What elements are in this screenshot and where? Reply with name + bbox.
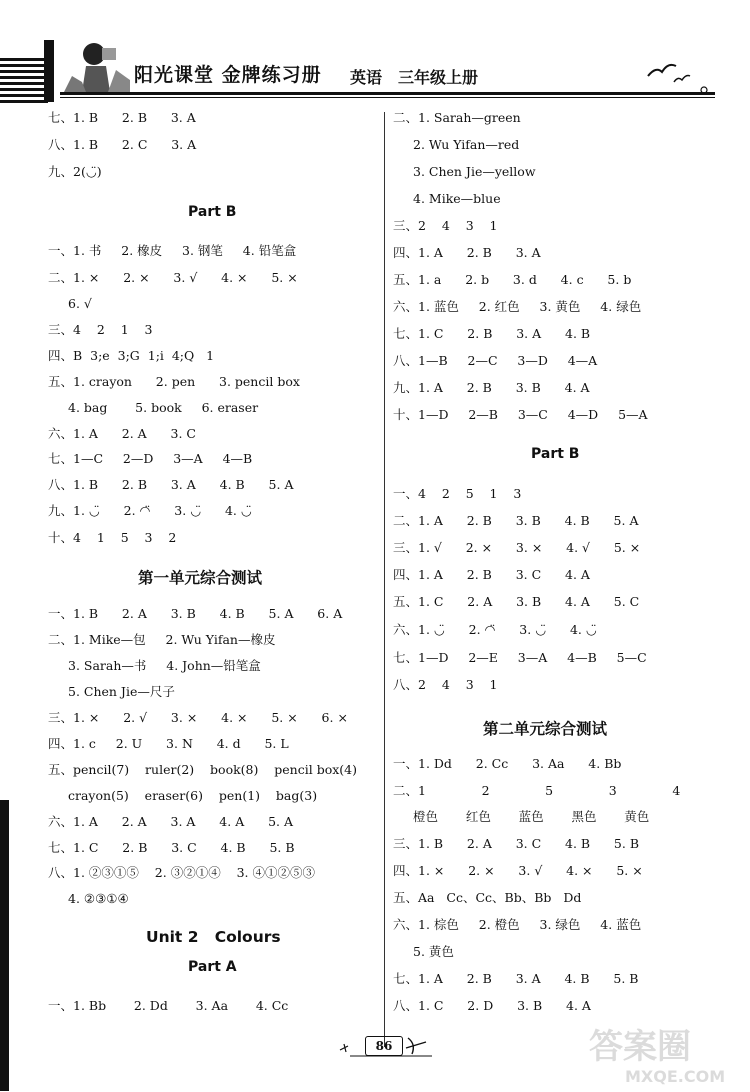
answer-line: 四、1. A 2. B 3. C 4. A: [393, 567, 590, 582]
answer-line: 七、1—D 2—E 3—A 4—B 5—C: [393, 650, 647, 665]
answer-line: 九、1. ◡̈ 2. ◠̈ 3. ◡̈ 4. ◡̈: [48, 503, 252, 518]
watermark-logo-icon: [585, 1022, 745, 1088]
subject-label: 英语: [350, 68, 383, 87]
answer-line: 十、1—D 2—B 3—C 4—D 5—A: [393, 407, 648, 422]
answer-line: 3. Sarah—书 4. John—铅笔盒: [68, 658, 261, 673]
section-heading: 第二单元综合测试: [483, 720, 608, 738]
answer-line: 二、1 2 5 3 4: [393, 783, 681, 798]
answer-line: 六、1. ◡̈ 2. ◠̈ 3. ◡̈ 4. ◡̈: [393, 622, 597, 637]
page-number: 86: [365, 1036, 403, 1056]
answer-line: 八、1. B 2. B 3. A 4. B 5. A: [48, 477, 294, 492]
answer-line: 五、pencil(7) ruler(2) book(8) pencil box(4): [48, 762, 357, 777]
answer-line: 十、4 1 5 3 2: [48, 530, 177, 545]
answer-line: 八、1—B 2—C 3—D 4—A: [393, 353, 598, 368]
answer-line: 九、1. A 2. B 3. B 4. A: [393, 380, 590, 395]
header-rule-thin: [60, 97, 715, 98]
answer-line: 2. Wu Yifan—red: [413, 137, 520, 152]
answer-line: 六、1. A 2. A 3. A 4. A 5. A: [48, 814, 293, 829]
section-heading: Unit 2 Colours: [146, 928, 281, 946]
answer-line: 六、1. 蓝色 2. 红色 3. 黄色 4. 绿色: [393, 299, 642, 314]
answer-line: 二、1. Sarah—green: [393, 110, 521, 125]
answer-line: 五、1. a 2. b 3. d 4. c 5. b: [393, 272, 632, 287]
answer-line: 七、1. B 2. B 3. A: [48, 110, 196, 125]
answer-line: 三、4 2 1 3: [48, 322, 153, 337]
answer-line: 三、1. × 2. √ 3. × 4. × 5. × 6. ×: [48, 710, 348, 725]
answer-line: 4. ②③①④: [68, 891, 129, 906]
answer-line: 四、1. c 2. U 3. N 4. d 5. L: [48, 736, 289, 751]
series-title: 阳光课堂 金牌练习册: [134, 64, 322, 86]
answer-line: 5. Chen Jie—尺子: [68, 684, 175, 699]
answer-line: 橙色 红色 蓝色 黑色 黄色: [413, 809, 650, 824]
section-heading: Part B: [188, 204, 237, 220]
answer-line: 6. √: [68, 296, 92, 311]
answer-line: 5. 黄色: [413, 944, 454, 959]
grade-label: 三年级上册: [398, 68, 479, 87]
section-heading: Part B: [531, 446, 580, 462]
answer-line: 六、1. 棕色 2. 橙色 3. 绿色 4. 蓝色: [393, 917, 642, 932]
answer-line: 六、1. A 2. A 3. C: [48, 426, 196, 441]
answer-line: 八、2 4 3 1: [393, 677, 498, 692]
answer-line: 一、4 2 5 1 3: [393, 486, 522, 501]
answer-line: 4. bag 5. book 6. eraser: [68, 400, 259, 415]
answer-line: 四、B 3;e 3;G 1;i 4;Q 1: [48, 348, 215, 363]
answer-line: 五、1. crayon 2. pen 3. pencil box: [48, 374, 300, 389]
answer-line: 三、1. B 2. A 3. C 4. B 5. B: [393, 836, 640, 851]
answer-line: 七、1—C 2—D 3—A 4—B: [48, 451, 253, 466]
answer-line: 一、1. 书 2. 橡皮 3. 钢笔 4. 铅笔盒: [48, 243, 297, 258]
page-header: [0, 40, 750, 100]
page-edge-bar: [0, 800, 9, 1091]
answer-line: crayon(5) eraser(6) pen(1) bag(3): [68, 788, 318, 803]
section-heading: Part A: [188, 959, 237, 975]
column-divider: [384, 112, 385, 1047]
svg-text:MXQE.COM: MXQE.COM: [625, 1067, 726, 1086]
answer-line: 五、1. C 2. A 3. B 4. A 5. C: [393, 594, 640, 609]
answer-line: 七、1. C 2. B 3. A 4. B: [393, 326, 591, 341]
answer-line: 4. Mike—blue: [413, 191, 501, 206]
answer-line: 一、1. Dd 2. Cc 3. Aa 4. Bb: [393, 756, 622, 771]
header-bars: [0, 58, 48, 106]
header-rule: [60, 92, 715, 95]
answer-line: 一、1. Bb 2. Dd 3. Aa 4. Cc: [48, 998, 289, 1013]
answer-line: 二、1. Mike—包 2. Wu Yifan—橡皮: [48, 632, 276, 647]
birds-icon: [640, 52, 720, 92]
answer-line: 四、1. × 2. × 3. √ 4. × 5. ×: [393, 863, 643, 878]
answer-line: 九、2(◡̈): [48, 164, 102, 179]
answer-line: 3. Chen Jie—yellow: [413, 164, 536, 179]
logo-icon: [62, 40, 132, 92]
watermark: [585, 1022, 745, 1088]
answer-line: 一、1. B 2. A 3. B 4. B 5. A 6. A: [48, 606, 343, 621]
answer-line: 五、Aa Cc、Cc、Bb、Bb Dd: [393, 890, 582, 905]
answer-line: 七、1. A 2. B 3. A 4. B 5. B: [393, 971, 639, 986]
answer-line: 八、1. C 2. D 3. B 4. A: [393, 998, 591, 1013]
answer-line: 八、1. B 2. C 3. A: [48, 137, 197, 152]
answer-line: 二、1. × 2. × 3. √ 4. × 5. ×: [48, 270, 298, 285]
header-block: [44, 40, 54, 102]
answer-line: 二、1. A 2. B 3. B 4. B 5. A: [393, 513, 639, 528]
answer-line: 八、1. ②③①⑤ 2. ③②①④ 3. ④①②⑤③: [48, 865, 315, 880]
answer-line: 三、2 4 3 1: [393, 218, 498, 233]
svg-text:答案圈: 答案圈: [589, 1027, 691, 1067]
answer-line: 三、1. √ 2. × 3. × 4. √ 5. ×: [393, 540, 641, 555]
section-heading: 第一单元综合测试: [138, 569, 263, 587]
answer-line: 四、1. A 2. B 3. A: [393, 245, 541, 260]
answer-line: 七、1. C 2. B 3. C 4. B 5. B: [48, 840, 295, 855]
